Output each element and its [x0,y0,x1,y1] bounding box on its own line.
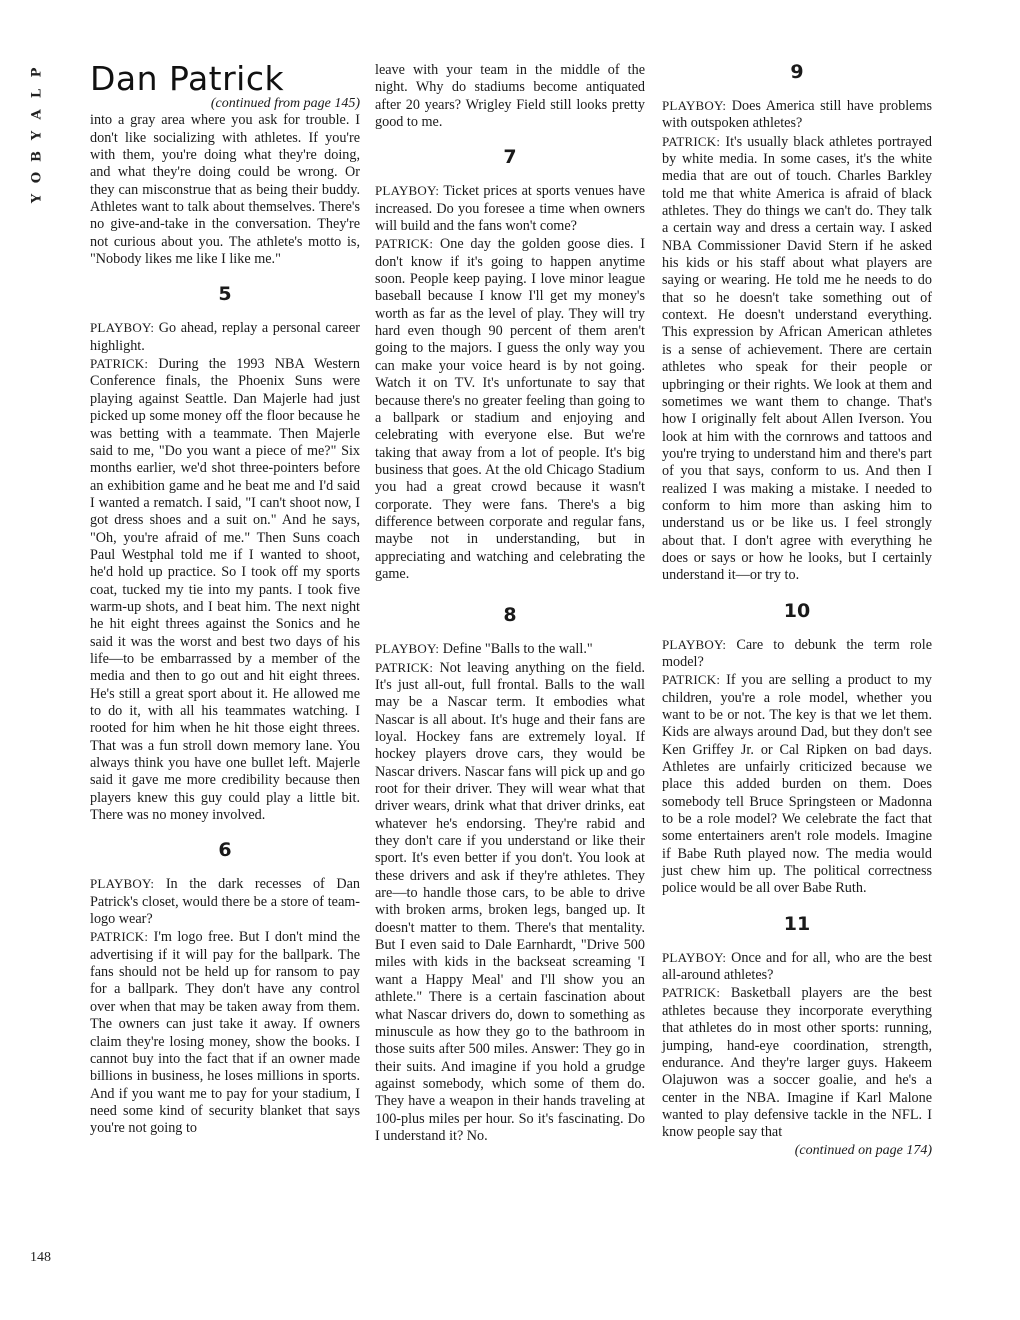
answer [662,133,932,585]
masthead-letter: Y [29,193,45,204]
speaker-patrick: PATRICK: [662,672,721,688]
masthead-letter: O [29,171,45,184]
speaker-patrick: PATRICK: [90,356,149,372]
section-number: 11 [783,912,811,935]
masthead-letter: A [29,109,45,120]
question-text: Ticket prices at sports venues have increased. Do you foresee a time when owners will build and the fans won't come? [375,183,645,235]
continued-paragraph: leave with your team in the middle of the night. Why do stadiums become antiquated after 20 years? Wrigley Field still looks pretty good to me. [375,62,645,131]
opening-paragraph: into a gray area where you ask for trouble. I don't like socializing with athletes. If you're with them, you're doing what they're doing, and what they're doing could be wrong. Or they can misconstrue that as being their buddy. Athletes want to talk about themselves. There's no give-and-take in the conversation. They're not curious about you. The athlete's motto is, "Nobody likes me like I like me." [90,112,360,268]
question [90,875,360,928]
section-number: 7 [503,146,517,169]
answer-text: During the 1993 NBA Western Conference finals, the Phoenix Suns were playing against Seattle. Dan Majerle had just picked up some money off the floor because he was betting with a teammate. Then Majerle said to me, "Do you want a piece of me?" Six months earlier, we'd shot three-pointers before an exhibition game and he beat me and I'd said I wanted a rematch. I said, "I can't shoot now, I got dress shoes and a suit on." And he says, "Oh, you're afraid of me." Then Suns coach Paul Westphal told me if I wanted to shoot, he'd hold up practice. So I took off my sports coat, tucked my tie into my pants. I took five warm-up shots, and I beat him. The next night he hit eight threes against the Sonics and he said it was the worst and best two days of his life—to be embarrassed by a member of the media and then to go out and hit eight threes. He's still a great sport about it. He allowed me to do it, with all his teammates watching. I rooted for him when he hit those eight threes. That was a fun stroll down memory lane. You always think you have one bullet left. Majerle said it gave me more credibility because then players knew this guy could play a little bit. There was no money involved. [90,356,360,824]
speaker-playboy: PLAYBOY: [662,949,727,965]
question [662,97,932,133]
masthead-letter: L [29,88,45,99]
answer-text: Basketball players are the best athletes because they incorporate everything that athletes do in most other sports: running, jumping, hand-eye coordination, strength, endurance. And they're larger guys. Hakeem Olajuwon was a soccer goalie, and he's a center in the NBA. Imagine if Karl Malone wanted to play defensive tackle in the NFL. I know people say that [662,985,932,1141]
question [662,636,932,672]
section-number: 9 [790,61,804,83]
question [662,949,932,985]
speaker-playboy: PLAYBOY: [375,641,440,657]
question-text: Care to debunk the term role model? [662,636,932,670]
speaker-playboy: PLAYBOY: [662,98,727,113]
answer [375,659,645,1146]
answer-text: One day the golden goose dies. I don't know if it's going to happen anytime soon. People keep paying. I love minor league baseball because I know I'll get my money's worth as far as the level of play. They will try hard even though 90 percent of them aren't going to the majors. I guess the only way you can make your voice heard is by not going. Watch it on TV. It's unfortunate to say that because there's no greater feeling than going to a ballpark or stadium and enjoying and celebrating with everyone else. But we're taking that away from a lot of people. It's big business that goes. At the old Chicago Stadium you had a great crowd because it wasn't corporate. They were fans. There's a big difference between corporate and regular fans, maybe not in understanding, but in appreciating and watching and celebrating the game. [375,236,646,582]
answer [662,671,932,897]
question-text: Go ahead, replay a personal career highlight. [90,320,360,354]
question-text: In the dark recesses of Dan Patrick's closet, would there be a store of team-logo wear? [90,876,360,928]
speaker-patrick: PATRICK: [662,985,721,1001]
speaker-playboy: PLAYBOY: [90,320,155,336]
answer-text: It's usually black athletes portrayed by white media. In some cases, it's the white media that are out of touch. Charles Barkley told me that white America is afraid of black athletes. They do things we can't do. They talk a certain way and dress a certain way. I asked NBA Commissioner David Stern if he asked his kids or his staff about what players are saying or wearing. He told me he needs to do that so he doesn't take something out of context. He doesn't understand everything. This expression by African American athletes is a sense of achievement. There are certain athletes who speak for their people or upbringing or their rights. We look at them and sometimes we want them to change. That's how I originally felt about Allen Iverson. You look at him with the cornrows and tattoos and you're trying to understand him and there's part of you that says, conform to us. And then I realized I was making a mistake. I needed to conform to him more than asking him to understand us or be like us. I feel strongly about that. I don't agree with everything he does or says or how he looks, but I certainly understand it—or try to. [662,133,932,584]
continued-to: (continued on page 174) [794,1142,932,1158]
speaker-patrick: PATRICK: [375,236,434,252]
section-number: 10 [783,599,811,622]
question-text: Once and for all, who are the best all-around athletes? [662,949,932,984]
continued-from: (continued from page 145) [210,96,360,111]
answer-text: Not leaving anything on the field. It's just all-out, full frontal. Balls to the wall may be a Nascar term. It embodies what Nascar is all about. It's huge and their fans are loyal. Hockey fans are extremely loyal. If hockey players drove cars, they would be Nascar drivers. Nascar fans will pick up and go root for their driver. They will wear what that driver wears, drink what that driver drinks, eat whatever he's endorsing. They're rabid and they don't care if you understand or like their sport. It's even better if you don't. You look at these drivers and ask if they're athletes. They are—to handle those cars, to be able to drive with broken arms, broken legs, banged up. It doesn't matter to them. There's that mentality. But I even said to Dale Earnhardt, "Drive 500 miles with kids in the backseat screaming 'I want a Happy Meal' and I'll show you an athlete." There is a certain fascination about what Nascar drivers do, down to something as minuscule as how they go to the bathroom in those suits after 500 miles. Answer: They go in their suits. And imagine if you hold a grudge against somebody, which some of them do. They have a weapon in their hands traveling at 100-plus miles per hour. So it's fascinating. Do I understand it? No. [375,659,645,1144]
question-text: Define "Balls to the wall." [442,641,593,658]
speaker-playboy: PLAYBOY: [90,876,155,892]
speaker-playboy: PLAYBOY: [375,183,440,199]
answer [662,984,932,1141]
section-number: 6 [218,839,232,862]
question [375,640,645,658]
question [375,182,645,235]
masthead-letter: Y [29,130,45,141]
answer-text: I'm logo free. But I don't mind the advertising if it will pay for the ballpark. The fans should not be held up for ransom to pay for a ballpark. They don't have any control over when that may be taken away from them. The owners can just take it away. If owners claim they're losing money, show the books. I cannot buy into the fact that if an owner made billions in business, he loses millions in sports. And if you want me to pay for your stadium, I need some kind of security blanket that says you're not going to [90,929,361,1137]
column-1 [90,60,360,1138]
column-2 [375,62,645,1145]
article-title: Dan Patrick [90,59,285,98]
question [90,319,360,355]
section-number: 8 [503,604,517,627]
answer [90,355,360,824]
speaker-patrick: PATRICK: [90,929,149,945]
speaker-patrick: PATRICK: [662,133,721,149]
speaker-playboy: PLAYBOY: [662,636,727,652]
masthead-vertical [26,62,48,209]
masthead-letter: P [29,67,45,78]
question-text: Does America still have problems with outspoken athletes? [662,98,933,132]
answer [90,928,360,1137]
speaker-patrick: PATRICK: [375,659,434,675]
section-number: 5 [218,283,232,306]
masthead-letter: B [29,151,45,162]
page-number: 148 [30,1250,51,1265]
column-3 [662,62,932,1159]
answer [375,235,645,583]
answer-text: If you are selling a product to my children, you're a role model, whether you want to be or not. The key is that we let them. Kids are always around Dad, but they don't see Ken Griffey Jr. or Cal Ripken on bad days. Athletes are unfairly criticized because we place this added burden on them. Does somebody tell Bruce Springsteen or Madonna to be a role model? We celebrate the fact that some entertainers aren't role models. Imagine if Babe Ruth played now. The media would just chew him up. The political correctness police would be all over Babe Ruth. [662,672,932,897]
